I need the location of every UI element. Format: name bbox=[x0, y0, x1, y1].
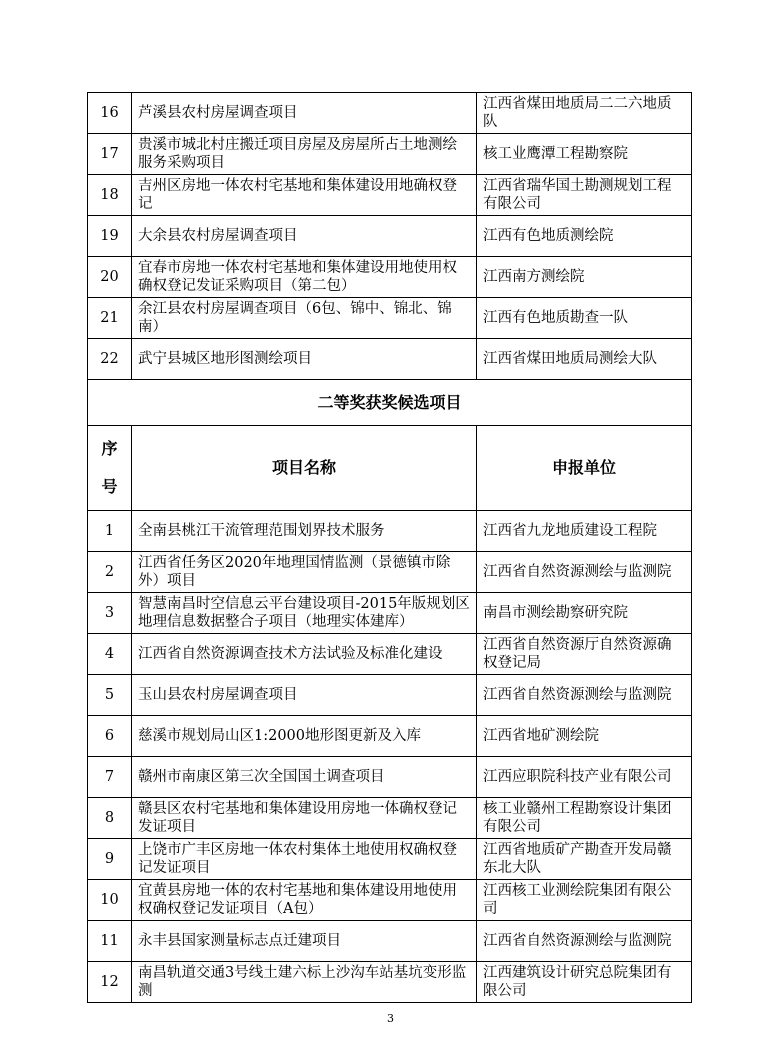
row-project-name: 全南县桃江干流管理范围划界技术服务 bbox=[132, 511, 477, 552]
row-number: 9 bbox=[88, 839, 132, 880]
table-row bbox=[88, 298, 692, 339]
row-unit: 江西建筑设计研究总院集团有限公司 bbox=[477, 962, 692, 1003]
row-unit: 核工业赣州工程勘察设计集团有限公司 bbox=[477, 798, 692, 839]
row-unit: 江西省自然资源厅自然资源确权登记局 bbox=[477, 634, 692, 675]
row-project-name: 玉山县农村房屋调查项目 bbox=[132, 675, 477, 716]
row-number: 6 bbox=[88, 716, 132, 757]
row-number: 7 bbox=[88, 757, 132, 798]
row-project-name: 上饶市广丰区房地一体农村集体土地使用权确权登记发证项目 bbox=[132, 839, 477, 880]
second-prize-rows bbox=[88, 511, 692, 1003]
table-row bbox=[88, 93, 692, 134]
row-project-name: 江西省任务区2020年地理国情监测（景德镇市除外）项目 bbox=[132, 552, 477, 593]
row-project-name: 赣县区农村宅基地和集体建设用房地一体确权登记发证项目 bbox=[132, 798, 477, 839]
row-unit: 江西省自然资源测绘与监测院 bbox=[477, 675, 692, 716]
row-unit: 江西有色地质测绘院 bbox=[477, 216, 692, 257]
table-row bbox=[88, 798, 692, 839]
table-row bbox=[88, 593, 692, 634]
table-row bbox=[88, 257, 692, 298]
header-unit: 申报单位 bbox=[477, 426, 692, 511]
table-row bbox=[88, 921, 692, 962]
row-unit: 江西省煤田地质局二二六地质队 bbox=[477, 93, 692, 134]
row-unit: 南昌市测绘勘察研究院 bbox=[477, 593, 692, 634]
row-project-name: 宜春市房地一体农村宅基地和集体建设用地使用权确权登记发证采购项目（第二包） bbox=[132, 257, 477, 298]
row-unit: 江西核工业测绘院集团有限公司 bbox=[477, 880, 692, 921]
row-number: 1 bbox=[88, 511, 132, 552]
row-number: 10 bbox=[88, 880, 132, 921]
row-number: 11 bbox=[88, 921, 132, 962]
first-prize-rows bbox=[88, 93, 692, 380]
awards-table bbox=[87, 92, 692, 1003]
table-row bbox=[88, 716, 692, 757]
row-project-name: 江西省自然资源调查技术方法试验及标准化建设 bbox=[132, 634, 477, 675]
row-number: 17 bbox=[88, 134, 132, 175]
row-number: 12 bbox=[88, 962, 132, 1003]
row-number: 5 bbox=[88, 675, 132, 716]
row-number: 8 bbox=[88, 798, 132, 839]
table-row bbox=[88, 880, 692, 921]
row-number: 3 bbox=[88, 593, 132, 634]
row-number: 19 bbox=[88, 216, 132, 257]
page-number: 3 bbox=[387, 1012, 394, 1025]
row-project-name: 余江县农村房屋调查项目（6包、锦中、锦北、锦南） bbox=[132, 298, 477, 339]
row-project-name: 贵溪市城北村庄搬迁项目房屋及房屋所占土地测绘服务采购项目 bbox=[132, 134, 477, 175]
table-header bbox=[88, 426, 692, 511]
row-number: 18 bbox=[88, 175, 132, 216]
row-number: 22 bbox=[88, 339, 132, 380]
header-name: 项目名称 bbox=[132, 426, 477, 511]
table-row bbox=[88, 552, 692, 593]
table-row bbox=[88, 339, 692, 380]
table-row bbox=[88, 634, 692, 675]
row-unit: 江西省地矿测绘院 bbox=[477, 716, 692, 757]
row-project-name: 大余县农村房屋调查项目 bbox=[132, 216, 477, 257]
table-row bbox=[88, 675, 692, 716]
row-number: 21 bbox=[88, 298, 132, 339]
row-unit: 江西省地质矿产勘查开发局赣东北大队 bbox=[477, 839, 692, 880]
row-unit: 江西省瑞华国土勘测规划工程有限公司 bbox=[477, 175, 692, 216]
row-unit: 江西有色地质勘查一队 bbox=[477, 298, 692, 339]
header-seq: 序 号 bbox=[88, 426, 132, 511]
table-row bbox=[88, 962, 692, 1003]
row-project-name: 武宁县城区地形图测绘项目 bbox=[132, 339, 477, 380]
table-row bbox=[88, 757, 692, 798]
row-unit: 江西省自然资源测绘与监测院 bbox=[477, 921, 692, 962]
row-unit: 江西省煤田地质局测绘大队 bbox=[477, 339, 692, 380]
section-title: 二等奖获奖候选项目 bbox=[88, 380, 692, 426]
table-row bbox=[88, 839, 692, 880]
row-number: 16 bbox=[88, 93, 132, 134]
row-unit: 江西应职院科技产业有限公司 bbox=[477, 757, 692, 798]
row-unit: 核工业鹰潭工程勘察院 bbox=[477, 134, 692, 175]
table-row bbox=[88, 216, 692, 257]
row-project-name: 永丰县国家测量标志点迁建项目 bbox=[132, 921, 477, 962]
row-number: 4 bbox=[88, 634, 132, 675]
row-project-name: 赣州市南康区第三次全国国土调查项目 bbox=[132, 757, 477, 798]
row-project-name: 南昌轨道交通3号线土建六标上沙沟车站基坑变形监测 bbox=[132, 962, 477, 1003]
second-prize-section bbox=[88, 380, 692, 511]
row-unit: 江西南方测绘院 bbox=[477, 257, 692, 298]
table-row bbox=[88, 134, 692, 175]
table-row bbox=[88, 511, 692, 552]
row-number: 2 bbox=[88, 552, 132, 593]
row-project-name: 慈溪市规划局山区1:2000地形图更新及入库 bbox=[132, 716, 477, 757]
row-unit: 江西省自然资源测绘与监测院 bbox=[477, 552, 692, 593]
row-project-name: 智慧南昌时空信息云平台建设项目-2015年版规划区地理信息数据整合子项目（地理实体建库） bbox=[132, 593, 477, 634]
row-unit: 江西省九龙地质建设工程院 bbox=[477, 511, 692, 552]
row-project-name: 宜黄县房地一体的农村宅基地和集体建设用地使用权确权登记发证项目（A包） bbox=[132, 880, 477, 921]
row-project-name: 吉州区房地一体农村宅基地和集体建设用地确权登记 bbox=[132, 175, 477, 216]
table-row bbox=[88, 175, 692, 216]
row-project-name: 芦溪县农村房屋调查项目 bbox=[132, 93, 477, 134]
row-number: 20 bbox=[88, 257, 132, 298]
